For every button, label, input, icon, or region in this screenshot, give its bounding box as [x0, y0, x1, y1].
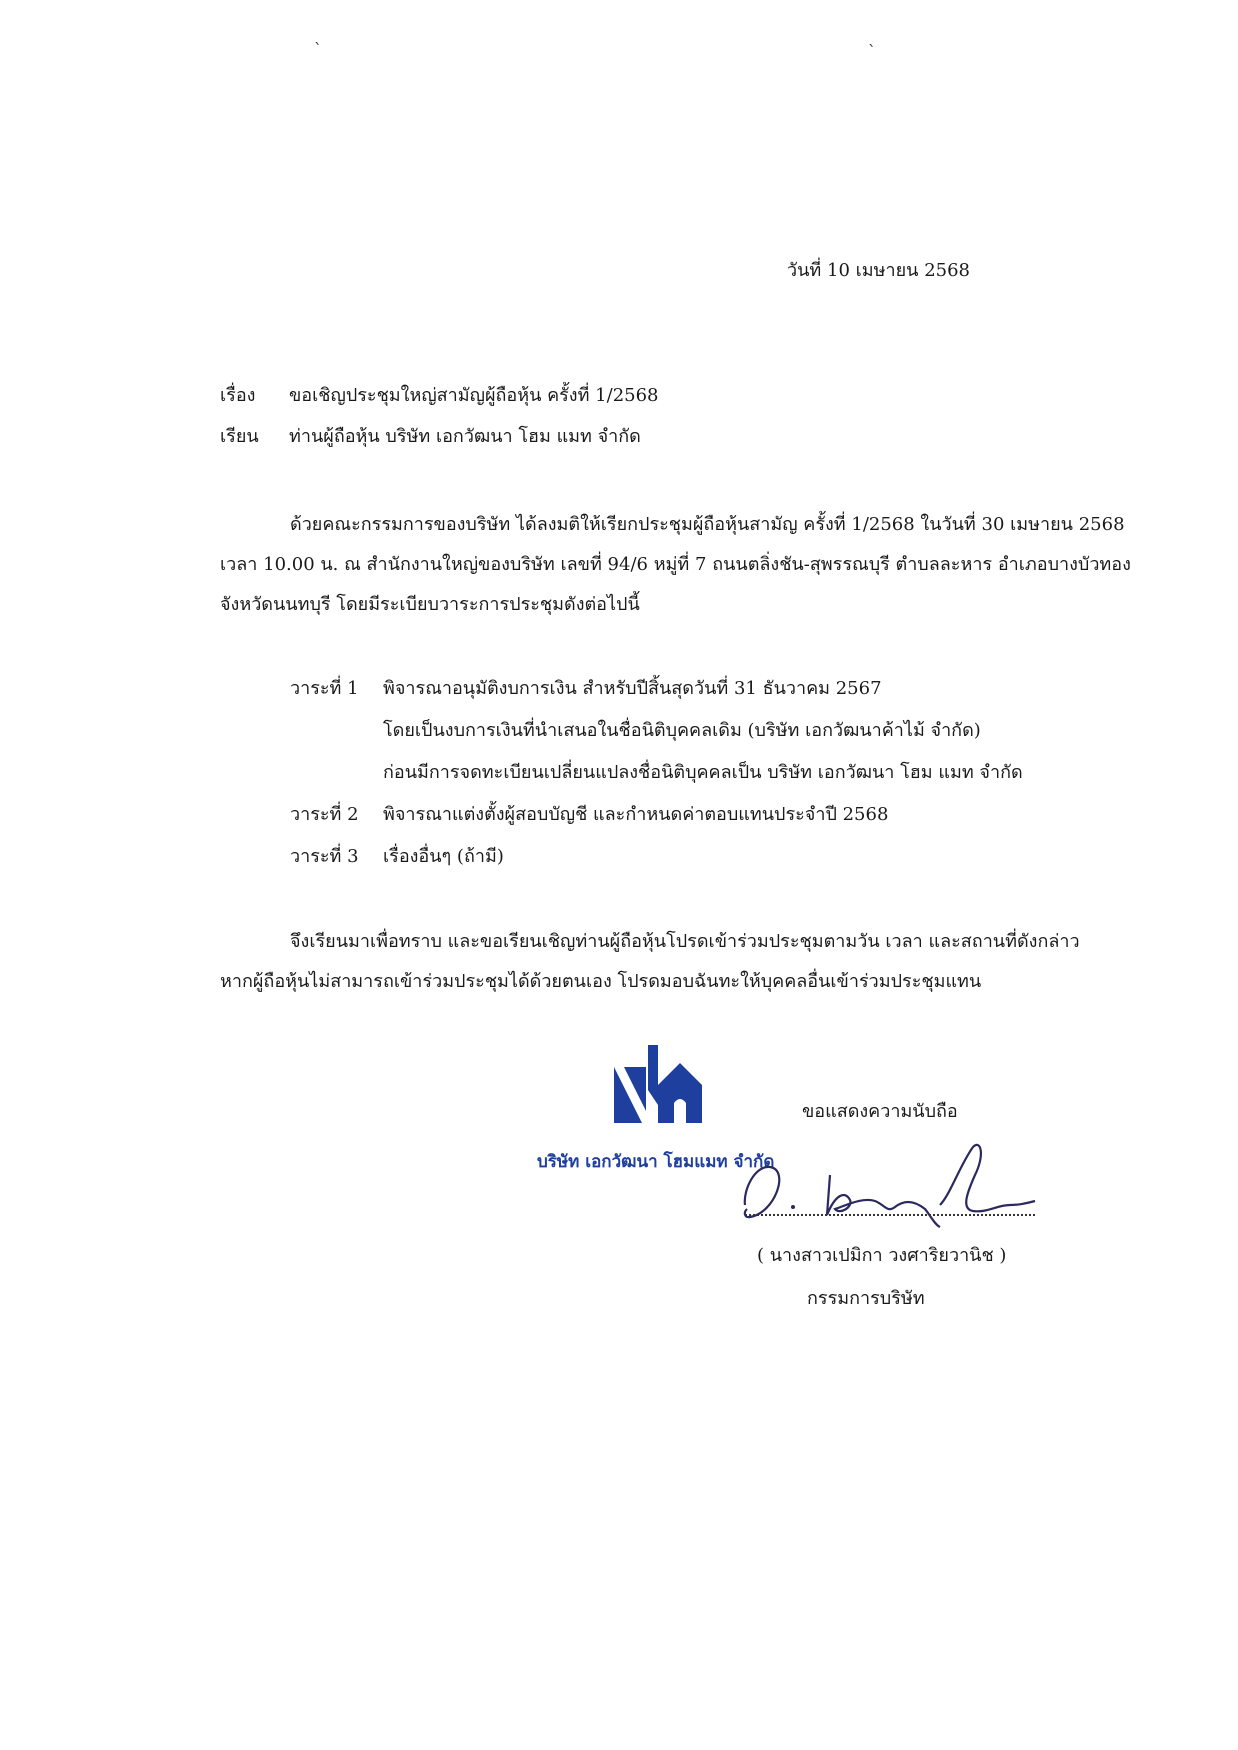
- subject-label: เรื่อง: [220, 385, 256, 406]
- scan-speck: `: [314, 40, 322, 59]
- scan-speck: `: [868, 42, 876, 61]
- closing-salutation: ขอแสดงความนับถือ: [802, 1101, 958, 1122]
- agenda-3-line-1: เรื่องอื่นๆ (ถ้ามี): [383, 846, 504, 867]
- letter-date: วันที่ 10 เมษายน 2568: [787, 260, 970, 281]
- signature-line: [745, 1214, 1035, 1216]
- signer-name: ( นางสาวเปมิกา วงศาริยวานิช ): [757, 1245, 1007, 1266]
- company-logo-text: บริษัท เอกวัฒนา โฮมแมท จำกัด: [537, 1152, 775, 1172]
- agenda-1-line-3: ก่อนมีการจดทะเบียนเปลี่ยนแปลงชื่อนิติบุคคลเป็น บริษัท เอกวัฒนา โฮม แมท จำกัด: [383, 762, 1023, 783]
- subject-text: ขอเชิญประชุมใหญ่สามัญผู้ถือหุ้น ครั้งที่ 1/2568: [289, 385, 659, 406]
- recipient-text: ท่านผู้ถือหุ้น บริษัท เอกวัฒนา โฮม แมท จำกัด: [289, 426, 641, 447]
- signer-title: กรรมการบริษัท: [807, 1288, 925, 1309]
- agenda-1-label: วาระที่ 1: [290, 678, 359, 699]
- intro-line-3: จังหวัดนนทบุรี โดยมีระเบียบวาระการประชุมดังต่อไปนี้: [220, 594, 640, 615]
- agenda-2-label: วาระที่ 2: [290, 804, 359, 825]
- agenda-3-label: วาระที่ 3: [290, 846, 359, 867]
- company-house-logo-icon: [612, 1045, 704, 1125]
- agenda-1-line-1: พิจารณาอนุมัติงบการเงิน สำหรับปีสิ้นสุดวันที่ 31 ธันวาคม 2567: [383, 678, 882, 699]
- recipient-label: เรียน: [220, 426, 259, 447]
- intro-line-1: ด้วยคณะกรรมการของบริษัท ได้ลงมติให้เรียกประชุมผู้ถือหุ้นสามัญ ครั้งที่ 1/2568 ในวันที่ 30 เมษายน 2568: [290, 514, 1125, 535]
- closing-line-2: หากผู้ถือหุ้นไม่สามารถเข้าร่วมประชุมได้ด้วยตนเอง โปรดมอบฉันทะให้บุคคลอื่นเข้าร่วมประชุมแทน: [220, 971, 982, 992]
- agenda-2-line-1: พิจารณาแต่งตั้งผู้สอบบัญชี และกำหนดค่าตอบแทนประจำปี 2568: [383, 804, 889, 825]
- closing-line-1: จึงเรียนมาเพื่อทราบ และขอเรียนเชิญท่านผู้ถือหุ้นโปรดเข้าร่วมประชุมตามวัน เวลา และสถานที่ดังกล่าว: [290, 931, 1080, 952]
- agenda-1-line-2: โดยเป็นงบการเงินที่นำเสนอในชื่อนิติบุคคลเดิม (บริษัท เอกวัฒนาค้าไม้ จำกัด): [383, 720, 981, 741]
- intro-line-2: เวลา 10.00 น. ณ สำนักงานใหญ่ของบริษัท เลขที่ 94/6 หมู่ที่ 7 ถนนตลิ่งชัน-สุพรรณบุรี ตำบลละหาร อำเภอบางบัวทอง: [220, 554, 1131, 575]
